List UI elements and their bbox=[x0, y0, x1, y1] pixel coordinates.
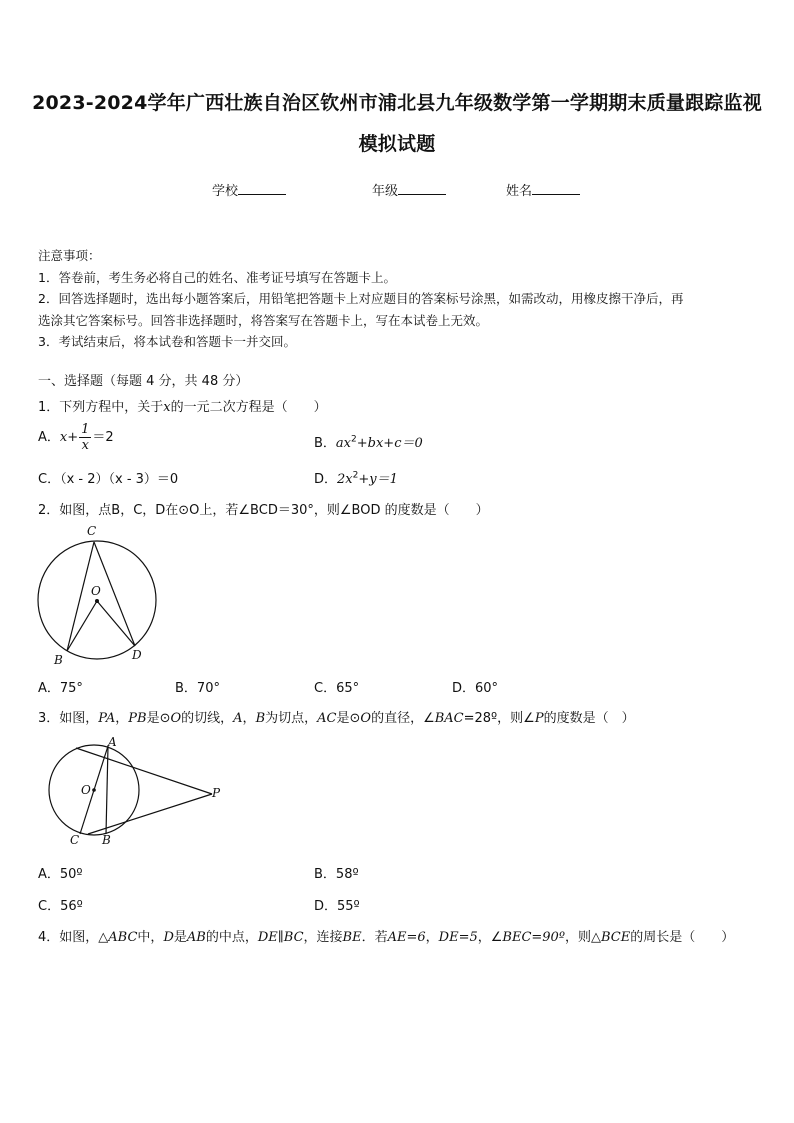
segment-ob bbox=[67, 601, 97, 651]
q3-var: O bbox=[360, 711, 372, 726]
grade-label: 年级 bbox=[372, 184, 399, 199]
q4-var: BCE bbox=[600, 930, 631, 945]
school-field bbox=[212, 180, 286, 199]
option-expr-end: ＝2 bbox=[92, 430, 114, 445]
q3-text: 的直径，∠ bbox=[371, 711, 435, 726]
center-point bbox=[92, 788, 96, 792]
school-blank bbox=[238, 182, 286, 195]
notes-heading: 注意事项： bbox=[38, 248, 101, 263]
q4-text: 中， bbox=[137, 930, 164, 945]
q4-var: AE=6 bbox=[387, 930, 426, 945]
q3-option-b: B．58º bbox=[314, 867, 359, 882]
q3-tangent-figure bbox=[40, 734, 230, 852]
q3-var: B bbox=[255, 711, 266, 726]
segment-cb bbox=[67, 542, 94, 651]
chord-ab bbox=[106, 746, 108, 834]
label-p: P bbox=[212, 786, 221, 800]
q4-var: DE∥BC bbox=[257, 930, 304, 945]
exponent: 2 bbox=[351, 434, 357, 445]
q3-option-c: C．56º bbox=[38, 899, 83, 914]
q4-text: ，则△ bbox=[564, 930, 601, 945]
center-point bbox=[95, 599, 99, 603]
label-c: C bbox=[70, 833, 80, 847]
note-item: 2．回答选择题时，选出每小题答案后，用铅笔把答题卡上对应题目的答案标号涂黑，如需改动，用橡皮擦干净后，再 bbox=[38, 291, 684, 306]
q3-var: O bbox=[170, 711, 182, 726]
label-c: C bbox=[87, 524, 97, 538]
q3-option-d: D．55º bbox=[314, 899, 360, 914]
q2-circle-figure bbox=[30, 518, 170, 668]
label-b: B bbox=[54, 653, 63, 667]
question-1-stem bbox=[38, 396, 327, 415]
q3-text: 3．如图， bbox=[38, 711, 99, 726]
option-expr: 2x bbox=[337, 472, 353, 487]
q3-var: PA bbox=[98, 711, 116, 726]
exam-notes bbox=[38, 245, 763, 353]
name-label: 姓名 bbox=[506, 184, 533, 199]
exponent: 2 bbox=[352, 470, 359, 481]
q3-var: A bbox=[233, 711, 243, 726]
name-field bbox=[506, 180, 580, 199]
fraction-numerator: 1 bbox=[81, 422, 90, 437]
q4-var: DE=5 bbox=[438, 930, 478, 945]
q1-option-a bbox=[38, 422, 114, 453]
tangent-pa bbox=[76, 748, 212, 794]
q3-var: P bbox=[534, 711, 544, 726]
q1-option-b bbox=[314, 432, 423, 451]
q3-var: AC bbox=[317, 711, 337, 726]
note-item: 选涂其它答案标号。回答非选择题时，将答案写在答题卡上，写在本试卷上无效。 bbox=[38, 312, 489, 328]
q4-var: ABC bbox=[108, 930, 138, 945]
q4-text: ．若 bbox=[361, 930, 388, 945]
q3-text: 的度数是（ ） bbox=[543, 711, 635, 726]
q2-option-c: C．65° bbox=[314, 681, 360, 696]
q3-var: PB bbox=[128, 711, 147, 726]
option-label: B． bbox=[314, 436, 336, 451]
exam-title-line-2: 模拟试题 bbox=[358, 133, 436, 155]
option-expr: ax bbox=[335, 436, 352, 451]
q3-var: BAC bbox=[434, 711, 464, 726]
q4-text: ， bbox=[425, 930, 439, 945]
option-label: A． bbox=[38, 430, 60, 445]
label-d: D bbox=[132, 648, 142, 662]
question-2-stem: 2．如图，点B，C，D在⊙O上，若∠BCD＝30°，则∠BOD 的度数是（ ） bbox=[38, 503, 489, 518]
q1-stem-text: 1．下列方程中，关于 bbox=[38, 400, 164, 415]
q1-option-c: C．（x - 2）（x - 3）＝0 bbox=[38, 472, 179, 487]
exam-title-line-1: 2023-2024学年广西壮族自治区钦州市浦北县九年级数学第一学期期末质量跟踪监视 bbox=[32, 92, 762, 114]
q4-var: AB bbox=[186, 930, 206, 945]
label-b: B bbox=[102, 833, 111, 847]
q4-text: 的周长是（ ） bbox=[630, 930, 735, 945]
option-expr-end: +bx+c＝0 bbox=[356, 436, 423, 451]
q3-text: 是⊙ bbox=[146, 711, 171, 726]
school-label: 学校 bbox=[212, 184, 239, 199]
note-item: 3．考试结束后，将本试卷和答题卡一并交回。 bbox=[38, 334, 296, 349]
q4-var: BEC=90º bbox=[502, 930, 565, 945]
segment-od bbox=[97, 601, 135, 646]
option-expr: x+ bbox=[59, 430, 79, 445]
option-label: D． bbox=[314, 472, 338, 487]
q2-option-d: D．60° bbox=[452, 681, 499, 696]
q4-var: BE bbox=[342, 930, 362, 945]
option-expr-end: +y＝1 bbox=[358, 472, 398, 487]
grade-field bbox=[372, 180, 446, 199]
q3-text: =28º，则∠ bbox=[463, 711, 535, 726]
q4-text: 的中点， bbox=[205, 930, 258, 945]
q3-text: 是⊙ bbox=[336, 711, 361, 726]
fraction-denominator: x bbox=[81, 438, 89, 453]
question-4-stem bbox=[38, 926, 734, 945]
q1-stem-var: x bbox=[163, 400, 171, 415]
q3-text: ， bbox=[242, 711, 256, 726]
q4-text: 是 bbox=[173, 930, 187, 945]
q3-text: ， bbox=[115, 711, 129, 726]
q1-option-d bbox=[314, 468, 398, 487]
q4-text: ，∠ bbox=[477, 930, 503, 945]
label-a: A bbox=[108, 735, 117, 749]
q3-text: 的切线， bbox=[181, 711, 234, 726]
note-item: 1．答卷前，考生务必将自己的姓名、准考证号填写在答题卡上。 bbox=[38, 269, 396, 285]
q2-option-a: A．75° bbox=[38, 681, 83, 696]
q4-text: ，连接 bbox=[303, 930, 343, 945]
q2-option-b: B．70° bbox=[175, 681, 220, 696]
q4-var: D bbox=[163, 930, 174, 945]
label-o: O bbox=[91, 584, 101, 598]
section-heading: 一、选择题（每题 4 分，共 48 分） bbox=[38, 374, 249, 389]
grade-blank bbox=[398, 182, 446, 195]
name-blank bbox=[532, 182, 580, 195]
fraction bbox=[79, 422, 91, 453]
label-o: O bbox=[81, 783, 91, 797]
question-3-stem bbox=[38, 707, 635, 726]
q3-text: 为切点， bbox=[265, 711, 318, 726]
q4-text: 4．如图，△ bbox=[38, 930, 109, 945]
q1-stem-text-end: 的一元二次方程是（ ） bbox=[170, 400, 327, 415]
q3-option-a: A．50º bbox=[38, 867, 83, 882]
